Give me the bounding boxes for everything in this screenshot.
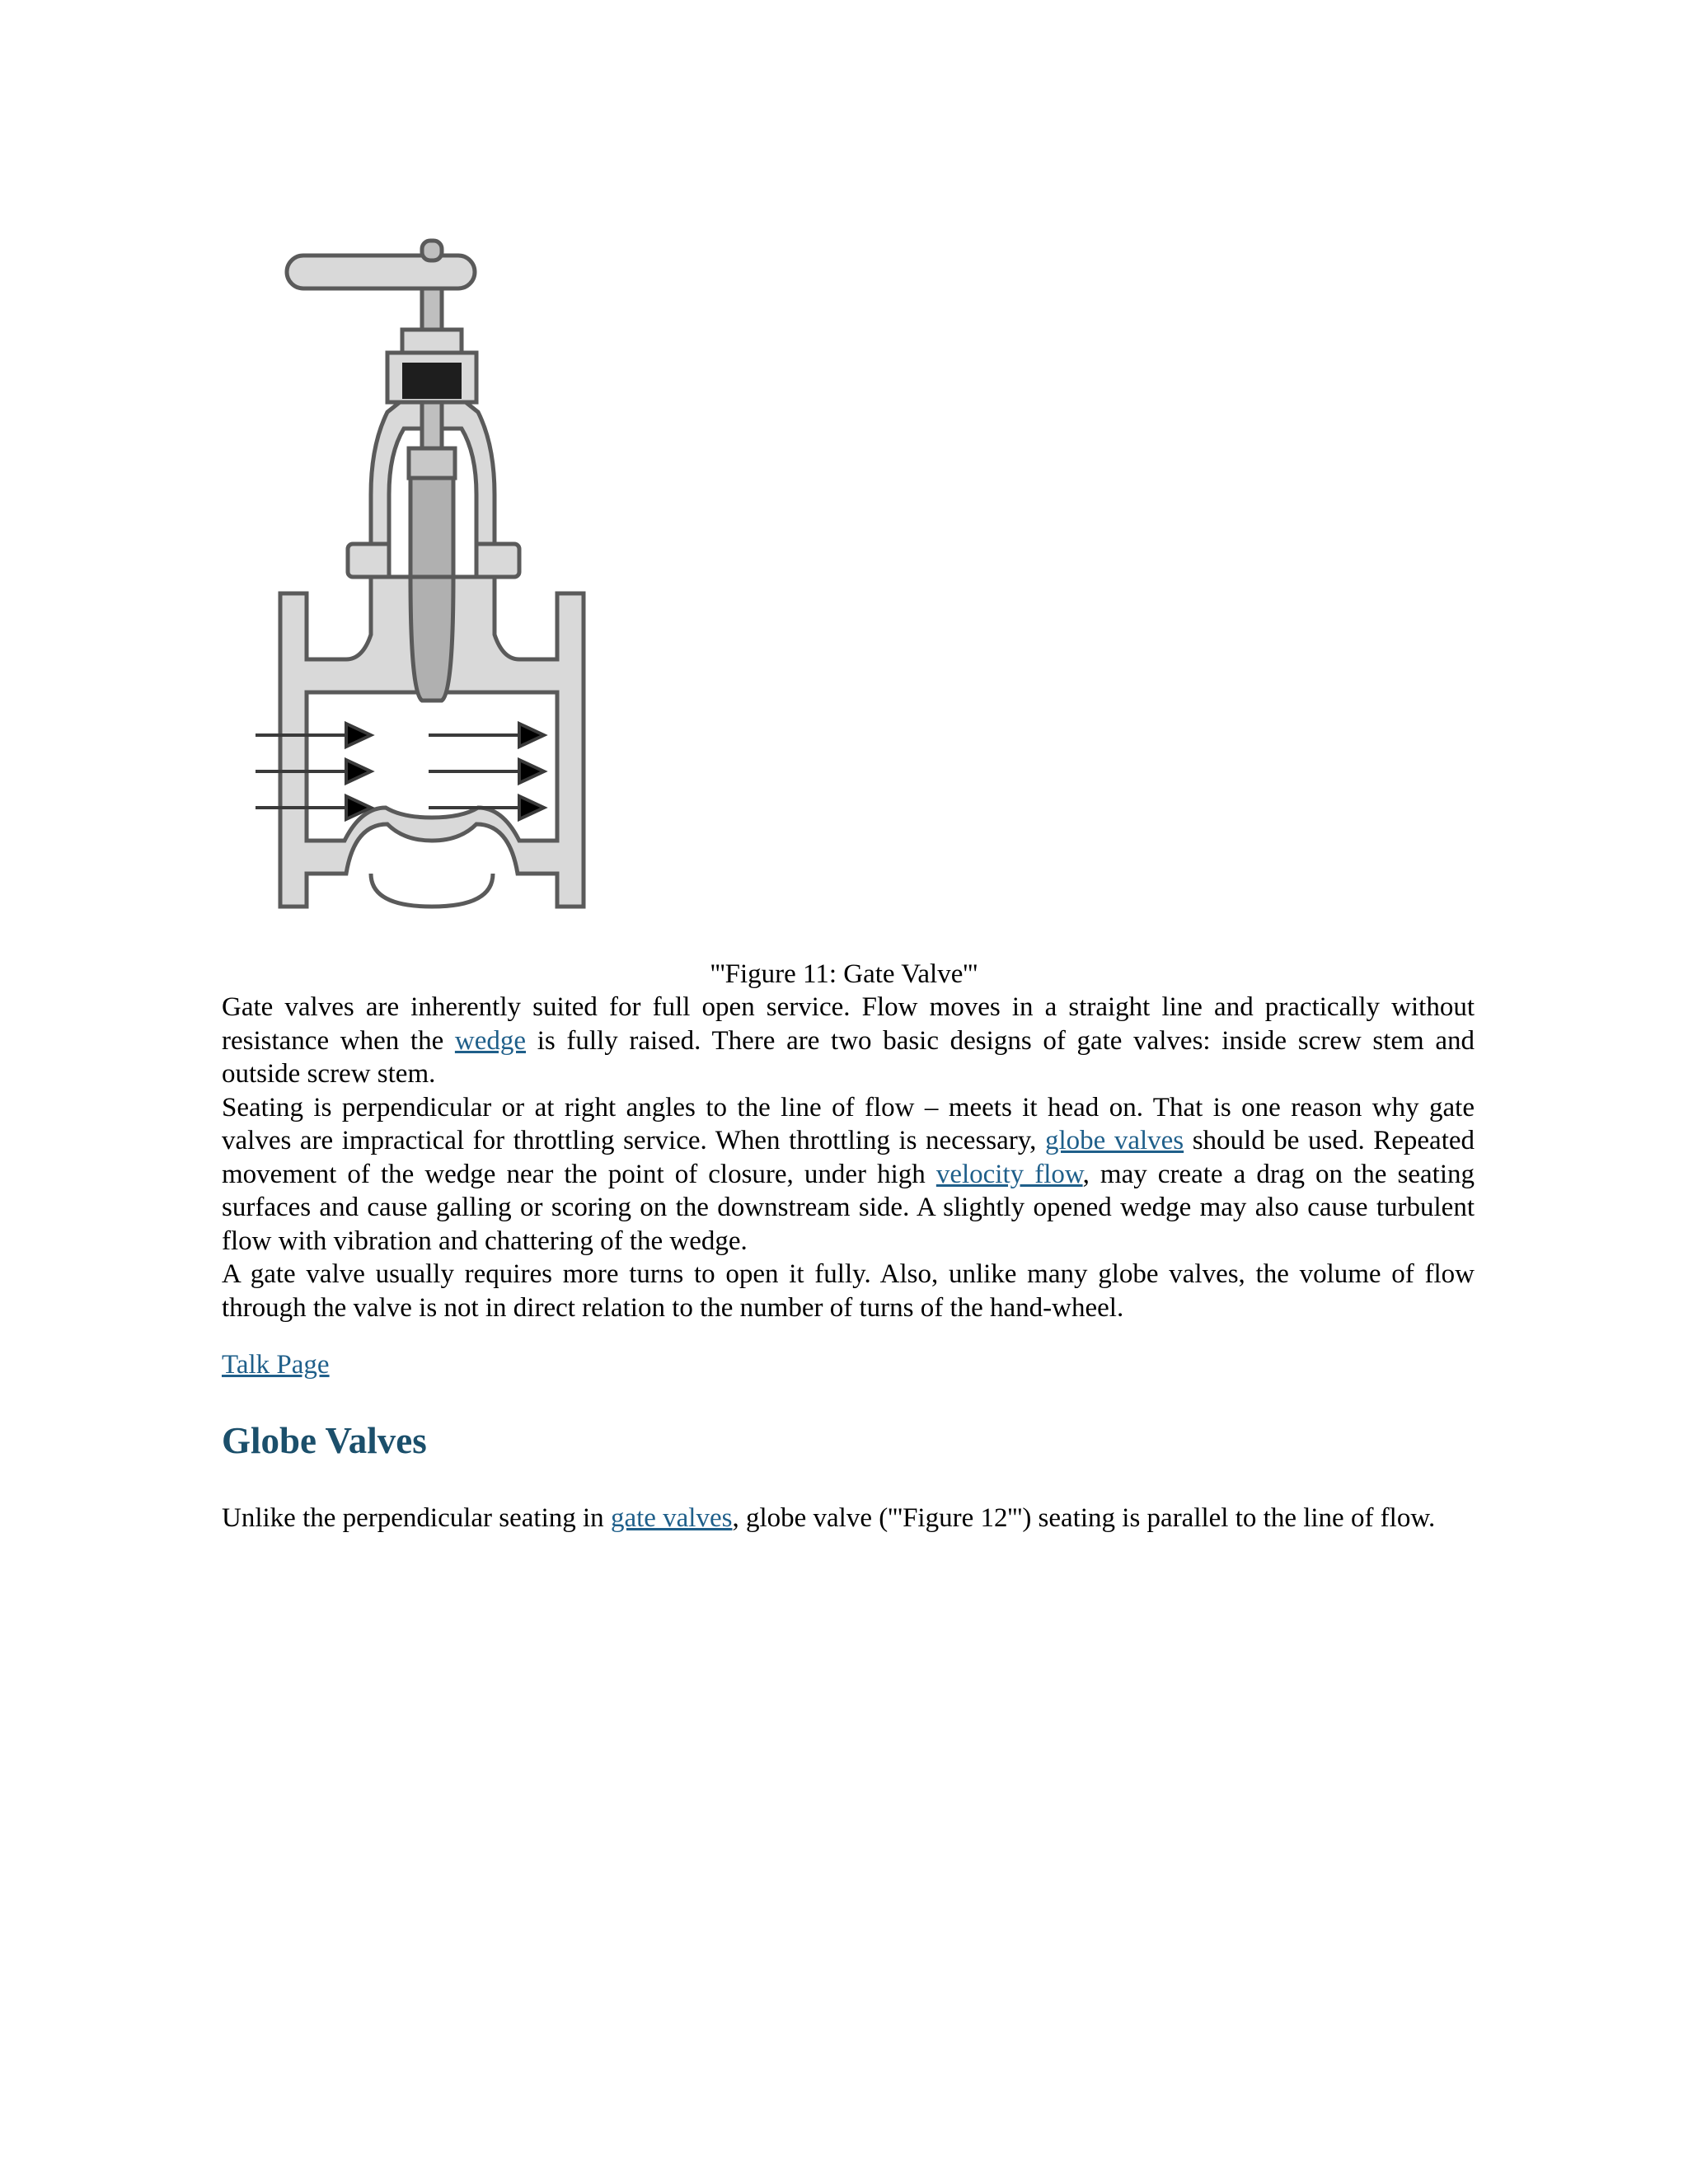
text-span: , globe valve ('''Figure 12''') seating is parallel to the line of flow. bbox=[732, 1503, 1436, 1533]
gate-valve-figure bbox=[247, 231, 602, 923]
velocity-flow-link[interactable]: velocity flow bbox=[935, 1159, 1083, 1189]
text-span: is fully raised. There are two basic designs of gate valves: inside screw stem and outside screw stem. bbox=[222, 1025, 1475, 1089]
text-span: Unlike the perpendicular seating in bbox=[222, 1503, 611, 1533]
gate-valve-diagram-icon bbox=[247, 231, 602, 923]
text-span: Seating is perpendicular or at right angles to the line of flow – meets it head on. That is one reason why gate valves are impractical for throttling service. When throttling is necessary, bbox=[222, 1092, 1475, 1155]
paragraph-turns: A gate valve usually requires more turns to open it fully. Also, unlike many globe valves, the volume of flow through the valve is not in direct relation to the number of turns of the hand-wheel. bbox=[222, 1259, 1475, 1323]
body-text bbox=[222, 991, 1475, 1324]
globe-valves-link[interactable]: globe valves bbox=[1044, 1126, 1184, 1155]
talk-page-container bbox=[222, 1348, 330, 1381]
text-span: should be used. Repeated movement of the wedge near the point of closure, under high bbox=[222, 1126, 1475, 1189]
figure-caption: '''Figure 11: Gate Valve''' bbox=[710, 959, 978, 989]
wedge-link[interactable]: wedge bbox=[454, 1025, 527, 1056]
section-heading-globe-valves: Globe Valves bbox=[222, 1420, 427, 1461]
gate-valves-link[interactable]: gate valves bbox=[610, 1503, 733, 1533]
text-span: Gate valves are inherently suited for full open service. Flow moves in a straight line and practically without resistance when the bbox=[222, 992, 1475, 1056]
paragraph-seating bbox=[222, 1091, 1475, 1258]
handwheel bbox=[287, 255, 475, 288]
text-span: , may create a drag on the seating surfaces and cause galling or scoring on the downstream side. A slightly opened wedge may also cause turbulent flow with vibration and chattering of the wedge. bbox=[222, 1159, 1475, 1256]
paragraph-globe-valves bbox=[222, 1502, 1475, 1535]
paragraph-gate-service bbox=[222, 991, 1475, 1091]
talk-page-link[interactable]: Talk Page bbox=[222, 1350, 330, 1380]
